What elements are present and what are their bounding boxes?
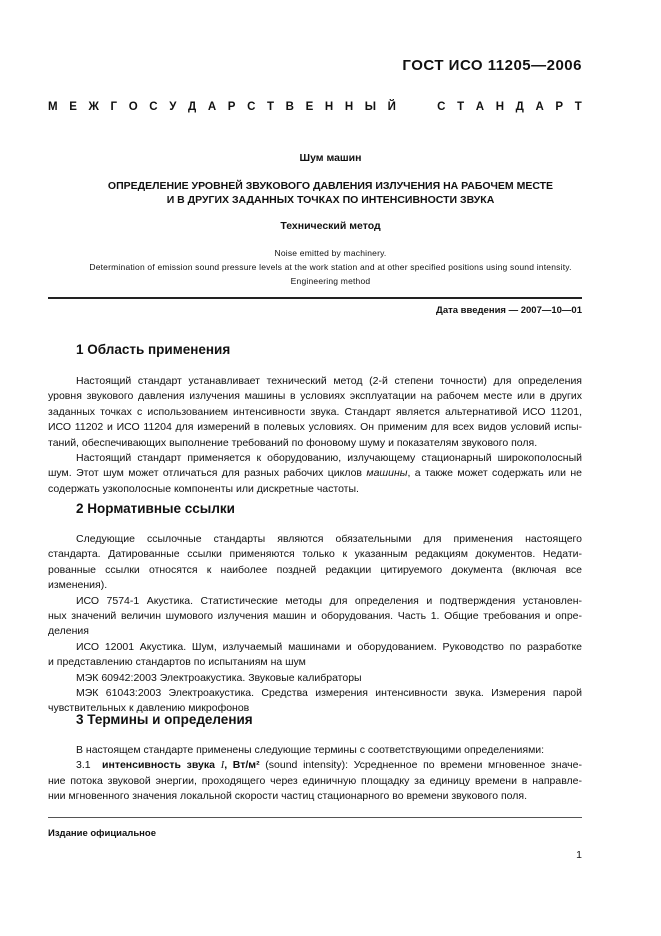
reference-line: и представлению стандартов по испытаниям на шум (48, 656, 306, 669)
banner-letter: Ж (88, 101, 99, 113)
title-main-line-2: И В ДРУГИХ ЗАДАННЫХ ТОЧКАХ ПО ИНТЕНСИВНОСТИ ЗВУКА (166, 194, 495, 206)
banner-letter: В (285, 101, 294, 113)
text-line: таний, обеспечивающих выполнение требований по фоновому шуму и показателям звукового поля. (48, 436, 538, 449)
text-line: содержать узкополосные компоненты или дискретные частоты. (48, 482, 359, 495)
text-line: уровня звукового давления излучения машины в условиях эксплуатации на рабочем месте или в других (48, 390, 582, 403)
title-english-line-2: Determination of emission sound pressure levels at the work station and at other specified positions using sound intensity. (89, 262, 572, 272)
text-fragment: , а также может содержать или не (407, 467, 583, 480)
title-english (0, 246, 661, 288)
text-line: изменения). (48, 579, 108, 592)
banner-letter: У (169, 101, 177, 113)
title-main (0, 179, 661, 207)
date-of-introduction: Дата введения — 2007—10—01 (436, 305, 582, 316)
reference-line: ИСО 7574-1 Акустика. Статистические методы для определения и подтверждения установлен- (76, 594, 582, 607)
banner-letter: М (48, 101, 58, 113)
title-method: Технический метод (280, 220, 381, 232)
banner-letter: Ы (364, 101, 377, 113)
reference-line: МЭК 60942:2003 Электроакустика. Звуковые калибраторы (76, 671, 362, 684)
definition-line: нии мгновенного значения локальной скорости частиц стационарного во времени звукового поля. (48, 790, 528, 803)
text-line: стандарта. Датированные ссылки применяются только к указанным редакциям документов. Недати- (48, 548, 582, 561)
banner-letter: С (149, 101, 158, 113)
definition-text: (sound intensity): Усредненное по времени мгновенное значе- (259, 759, 582, 772)
banner-letter: С (437, 101, 446, 113)
definition-term: интенсивность звука (102, 759, 215, 772)
title-main-line-1: ОПРЕДЕЛЕНИЕ УРОВНЕЙ ЗВУКОВОГО ДАВЛЕНИЯ ИЗЛУЧЕНИЯ НА РАБОЧЕМ МЕСТЕ (107, 180, 554, 192)
text-line: ИСО 11202 и ИСО 11204 для измерений в полевых условиях. Он применим для всех видов условий испы- (48, 421, 582, 434)
banner-letter: Н (324, 101, 334, 113)
gost-code: ГОСТ ИСО 11205—2006 (402, 57, 582, 74)
definition-line: ние потока звуковой энергии, проходящего через единичную площадку за единицу времени в направле- (48, 774, 582, 787)
title-topic: Шум машин (299, 152, 362, 164)
banner-letter: О (128, 101, 138, 113)
text-line (48, 466, 582, 481)
definition-number: 3.1 (76, 759, 91, 772)
reference-line: деления (48, 625, 89, 638)
reference-line: чувствительных к давлению микрофонов (48, 702, 250, 715)
banner-letter: Т (457, 101, 465, 113)
banner-letter: Е (305, 101, 314, 113)
section-3-heading: 3 Термины и определения (76, 712, 253, 727)
banner-gap (408, 101, 426, 113)
section-2-heading: 2 Нормативные ссылки (76, 501, 235, 516)
italic-term: машины (366, 467, 408, 480)
reference-line: МЭК 61043:2003 Электроакустика. Средства измерения интенсивности звука. Измерения парой (76, 687, 582, 700)
banner-letter: Д (515, 101, 524, 113)
text-line: Настоящий стандарт устанавливает технический метод (2-й степени точности) для определения (76, 375, 582, 387)
section-3-body (48, 743, 582, 805)
section-1-paragraph-1 (48, 374, 582, 497)
text-line: Следующие ссылочные стандарты являются обязательными для применения настоящего (76, 533, 582, 545)
banner-letter: Р (227, 101, 236, 113)
definition-line (48, 758, 582, 773)
title-english-line-3: Engineering method (290, 276, 371, 286)
page-number: 1 (576, 849, 582, 861)
text-fragment: шум. Этот шум может отличаться для разных рабочих циклов (48, 467, 367, 480)
header-divider (48, 297, 582, 299)
text-line: рованные ссылки относятся к наиболее поздней редакции цитируемого документа (включая все (48, 563, 582, 576)
section-1-heading: 1 Область применения (76, 342, 231, 357)
banner-letter: Д (188, 101, 197, 113)
banner-letter: Н (344, 101, 354, 113)
banner-letter: А (475, 101, 485, 113)
banner-letter: Г (110, 101, 118, 113)
banner-letter: А (535, 101, 544, 113)
reference-line: ных значений величин шумового излучения машин и оборудования. Часть 1. Общие требования и опре- (48, 610, 582, 623)
banner-letter: Р (555, 101, 564, 113)
reference-line: ИСО 12001 Акустика. Шум, излучаемый машинами и оборудованием. Руководство по разработке (76, 640, 582, 653)
text-line: В настоящем стандарте применены следующие термины с соответствующими определениями: (76, 744, 545, 756)
banner-letter: Е (69, 101, 77, 113)
banner-letter: Н (495, 101, 505, 113)
banner-letter: Т (267, 101, 275, 113)
footer-divider (48, 817, 582, 818)
banner-letter: Й (387, 101, 396, 113)
text-line: заданных точках с использованием интенсивности звука. Стандарт является альтернативой ИСО 11201, (48, 405, 582, 418)
definition-unit: , Вт/м² (224, 759, 260, 772)
interstate-standard-banner (48, 101, 582, 113)
title-english-line-1: Noise emitted by machinery. (274, 248, 387, 258)
banner-letter: С (247, 101, 256, 113)
section-2-body (48, 532, 582, 717)
text-line: Настоящий стандарт применяется к оборудованию, излучающему стационарный широкополосный (76, 452, 582, 465)
edition-note: Издание официальное (48, 828, 156, 839)
definition-symbol: I (220, 760, 225, 772)
banner-letter: А (207, 101, 217, 113)
banner-letter: Т (574, 101, 582, 113)
